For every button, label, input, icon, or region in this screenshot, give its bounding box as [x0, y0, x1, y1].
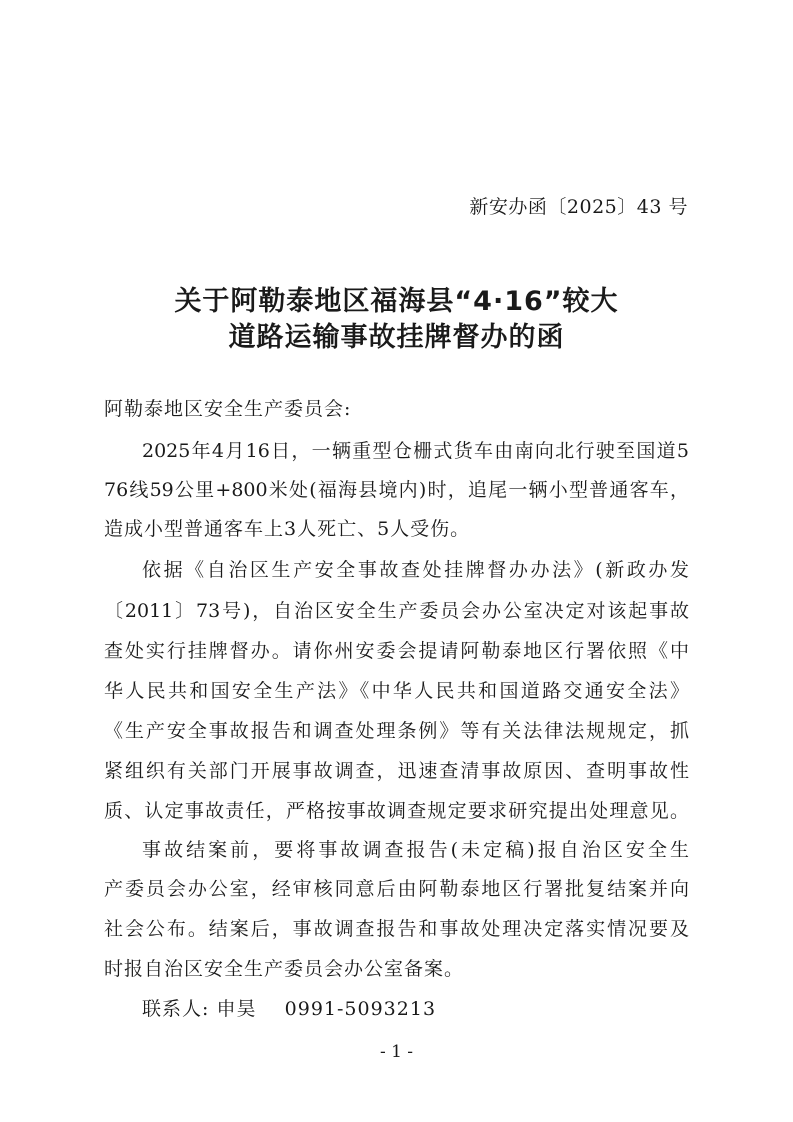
- paragraph-line: 依据《自治区生产安全事故查处挂牌督办办法》(新政办发: [142, 559, 689, 581]
- paragraph-line: 社会公布。结案后，事故调查报告和事故处理决定落实情况要及: [104, 918, 689, 940]
- contact-line: [142, 994, 436, 1021]
- paragraph-line: 《生产安全事故报告和调查处理条例》等有关法律法规规定，抓: [104, 720, 689, 742]
- contact-phone: 0991-5093213: [284, 998, 437, 1020]
- paragraph-line: 时报自治区安全生产委员会办公室备案。: [104, 958, 465, 980]
- paragraph-line: 76线59公里+800米处(福海县境内)时，追尾一辆小型普通客车，: [104, 479, 689, 501]
- document-title-line-1: 关于阿勒泰地区福海县“4·16”较大: [174, 286, 619, 317]
- paragraph-line: 〔2011〕73号)，自治区安全生产委员会办公室决定对该起事故: [104, 600, 689, 622]
- document-number: 新安办函〔2025〕43 号: [469, 196, 688, 218]
- contact-name: 申昊: [216, 998, 257, 1020]
- paragraph-line: 华人民共和国安全生产法》《中华人民共和国道路交通安全法》: [104, 680, 689, 702]
- paragraph-line: 事故结案前，要将事故调查报告(未定稿)报自治区安全生: [142, 839, 689, 861]
- paragraph-line: 查处实行挂牌督办。请你州安委会提请阿勒泰地区行署依照《中: [104, 640, 689, 662]
- paragraph-line: 2025年4月16日，一辆重型仓栅式货车由南向北行驶至国道5: [142, 440, 689, 462]
- page-number: - 1 -: [379, 1042, 414, 1062]
- paragraph-line: 质、认定事故责任，严格按事故调查规定要求研究提出处理意见。: [104, 800, 689, 822]
- salutation: 阿勒泰地区安全生产委员会:: [104, 398, 352, 420]
- paragraph-line: 产委员会办公室，经审核同意后由阿勒泰地区行署批复结案并向: [104, 878, 689, 900]
- paragraph-line: 造成小型普通客车上3人死亡、5人受伤。: [104, 518, 471, 540]
- paragraph-line: 紧组织有关部门开展事故调查，迅速查清事故原因、查明事故性: [104, 760, 689, 782]
- contact-label: 联系人:: [142, 998, 210, 1020]
- document-title-line-2: 道路运输事故挂牌督办的函: [228, 322, 565, 353]
